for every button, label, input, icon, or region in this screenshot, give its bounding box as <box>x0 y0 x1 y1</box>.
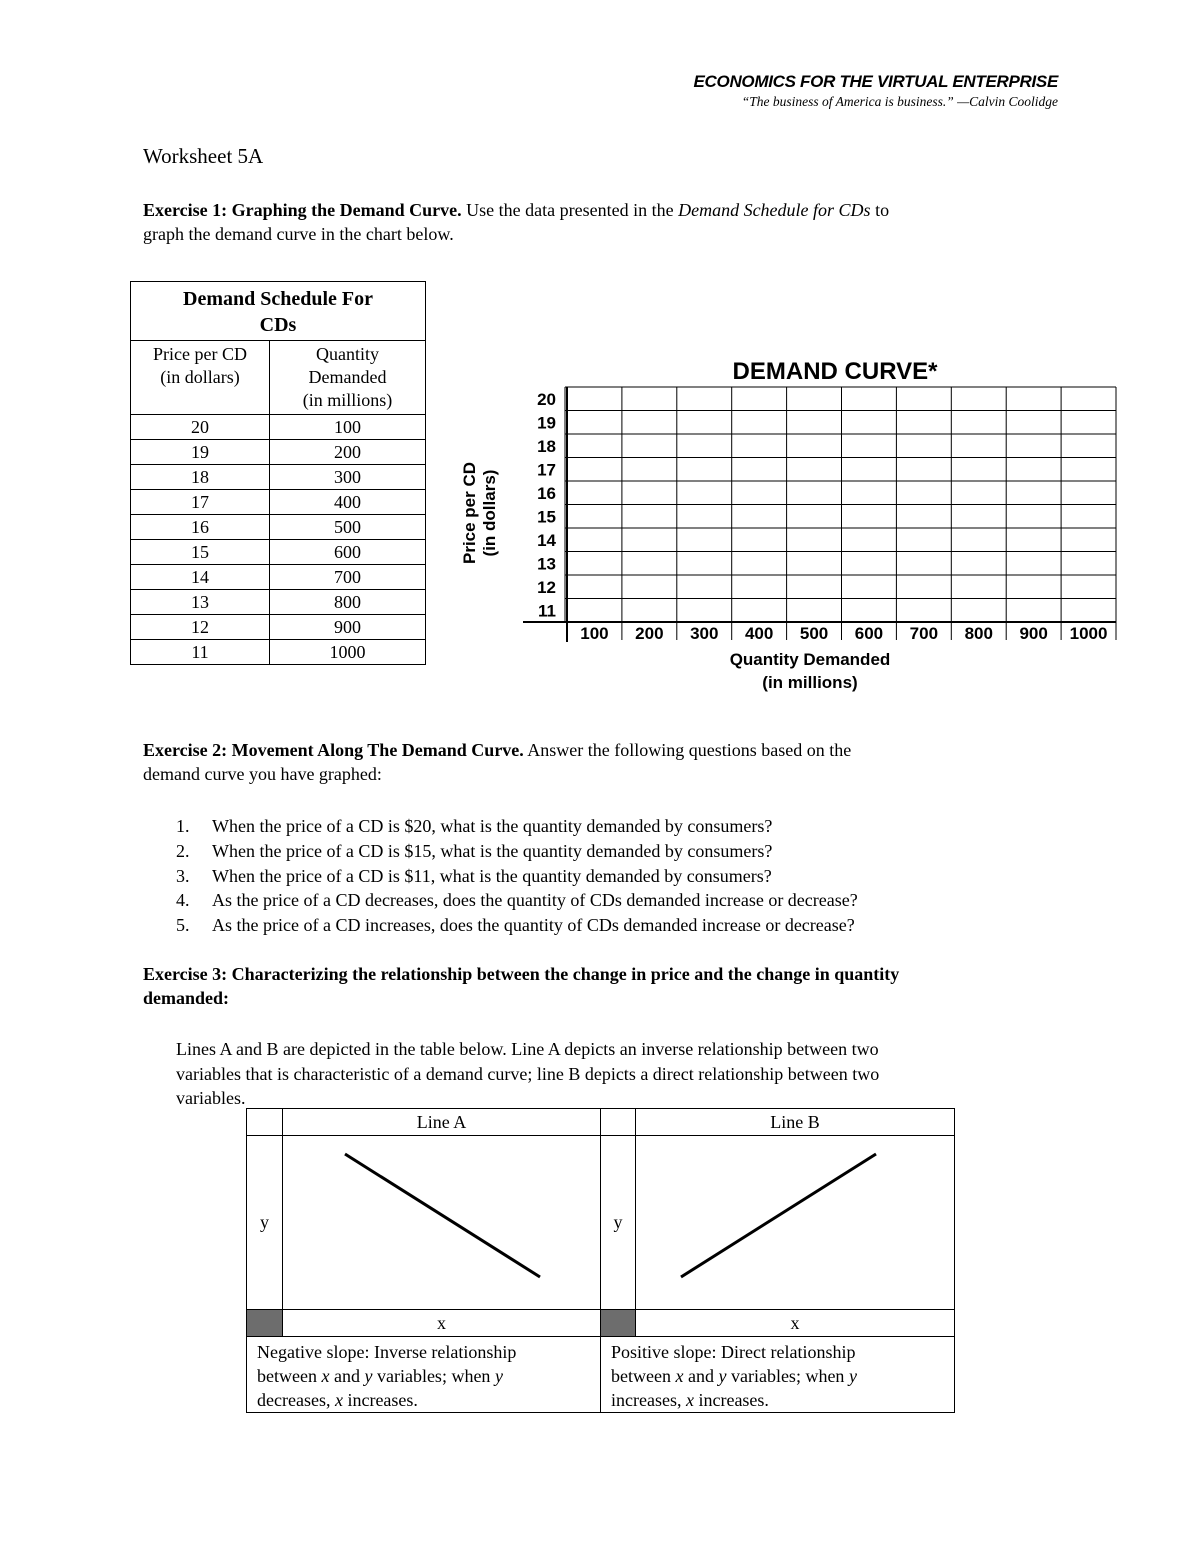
exercise3-heading-line2: demanded: <box>143 988 230 1008</box>
schedule-header-price-line1: Price per CD <box>153 344 247 364</box>
worksheet-title: Worksheet 5A <box>143 144 264 168</box>
line-b-desc-between: between <box>611 1366 676 1386</box>
schedule-cell-qty: 200 <box>270 440 426 465</box>
schedule-row <box>131 540 426 565</box>
schedule-cell-price: 12 <box>131 615 270 640</box>
chart-grid <box>523 387 1116 642</box>
line-a-desc-increases: increases. <box>342 1390 418 1410</box>
line-b-desc-y2: y <box>848 1366 857 1386</box>
schedule-cell-qty: 400 <box>270 490 426 515</box>
line-a-desc-y: y <box>364 1366 373 1386</box>
question-item <box>170 839 858 864</box>
line-b-desc-increases2: increases. <box>693 1390 769 1410</box>
exercise1-line2: graph the demand curve in the chart below. <box>143 224 454 244</box>
exercise2-question-list <box>170 814 858 938</box>
line-a-graph <box>283 1136 601 1310</box>
schedule-cell-price: 13 <box>131 590 270 615</box>
chart-x-tick-label: 600 <box>854 624 884 643</box>
schedule-cell-qty: 800 <box>270 590 426 615</box>
line-a-desc-x2: x <box>334 1390 343 1410</box>
line-b-desc-x: x <box>675 1366 684 1386</box>
chart-x-tick-label: 700 <box>909 624 939 643</box>
line-a-header: Line A <box>283 1109 601 1136</box>
line-b-x-label: x <box>636 1310 955 1337</box>
line-b-desc-line1: Positive slope: Direct relationship <box>611 1342 856 1362</box>
chart-y-tick-label: 17 <box>537 460 556 480</box>
demand-schedule-table <box>130 281 426 665</box>
exercise1-heading: Exercise 1: Graphing the Demand Curve. <box>143 200 462 220</box>
chart-x-tick-label: 500 <box>799 624 829 643</box>
schedule-row <box>131 440 426 465</box>
schedule-cell-qty: 600 <box>270 540 426 565</box>
schedule-header-qty-line3: (in millions) <box>302 390 393 410</box>
line-b-desc-increases1: increases, <box>611 1390 686 1410</box>
exercise3-para-line2: variables that is characteristic of a demand curve; line B depicts a direct relationship between two <box>176 1063 880 1084</box>
line-a-x-label: x <box>283 1310 601 1337</box>
schedule-header-price <box>131 341 270 415</box>
line-a-desc-y2: y <box>494 1366 503 1386</box>
line-b-desc-x2: x <box>685 1390 694 1410</box>
exercise3-para-line1: Lines A and B are depicted in the table below. Line A depicts an inverse relationship between two <box>176 1039 879 1059</box>
chart-y-tick-label: 16 <box>537 484 556 503</box>
line-b-desc-and: and <box>683 1366 719 1386</box>
schedule-row <box>131 465 426 490</box>
schedule-cell-qty: 900 <box>270 615 426 640</box>
question-number: 5. <box>176 915 190 936</box>
line-b-desc-y: y <box>718 1366 727 1386</box>
line-a-y-label: y <box>247 1136 283 1310</box>
question-text: When the price of a CD is $15, what is the quantity demanded by consumers? <box>212 840 773 861</box>
exercise3-para-line3: variables. <box>176 1088 246 1108</box>
lines-corner-a <box>247 1109 283 1136</box>
line-a-desc-between: between <box>257 1366 322 1386</box>
exercise2-text: Answer the following questions based on the <box>523 740 852 760</box>
chart-ylabel-line1: Price per CD <box>460 461 479 565</box>
line-b-corner-shade <box>601 1310 636 1337</box>
chart-x-tick-label: 300 <box>690 624 719 643</box>
line-b-stroke <box>681 1154 876 1277</box>
chart-y-tick-label: 11 <box>538 601 556 621</box>
chart-x-tick-label: 200 <box>635 624 664 643</box>
schedule-header-qty-line2: Demanded <box>308 367 387 387</box>
question-number: 2. <box>176 840 190 861</box>
line-a-desc-variables: variables; when <box>372 1366 495 1386</box>
demand-curve-chart <box>440 380 1140 700</box>
exercise2-line2: demand curve you have graphed: <box>143 764 382 784</box>
schedule-cell-price: 19 <box>131 440 270 465</box>
schedule-cell-price: 14 <box>131 565 270 590</box>
exercise3-paragraph <box>176 1037 879 1111</box>
line-b-desc-variables: variables; when <box>726 1366 849 1386</box>
line-a-stroke <box>345 1154 540 1277</box>
header-quote: “The business of America is business.” —Calvin Coolidge <box>741 94 1058 109</box>
chart-x-tick-label: 400 <box>744 624 774 643</box>
exercise3-heading-line1: Exercise 3: Characterizing the relationship between the change in price and the change in quantity <box>143 964 900 984</box>
chart-y-ticks <box>537 390 556 621</box>
schedule-cell-price: 20 <box>131 415 270 440</box>
question-item <box>170 814 858 839</box>
chart-xlabel-line1: Quantity Demanded <box>729 650 891 669</box>
schedule-cell-qty: 500 <box>270 515 426 540</box>
schedule-cell-price: 11 <box>131 640 270 665</box>
line-b-description <box>601 1337 955 1413</box>
line-a-desc-x: x <box>321 1366 330 1386</box>
chart-x-tick-label: 900 <box>1019 624 1048 643</box>
chart-y-tick-label: 20 <box>537 390 556 409</box>
schedule-header-qty-line1: Quantity <box>316 344 379 364</box>
question-text: As the price of a CD decreases, does the quantity of CDs demanded increase or decrease? <box>212 890 858 911</box>
schedule-cell-qty: 700 <box>270 565 426 590</box>
chart-y-tick-label: 14 <box>537 531 556 550</box>
line-a-svg <box>283 1136 600 1304</box>
chart-x-tick-label: 1000 <box>1069 624 1108 643</box>
question-text: When the price of a CD is $11, what is the quantity demanded by consumers? <box>212 865 772 886</box>
line-a-description <box>247 1337 601 1413</box>
schedule-row <box>131 615 426 640</box>
schedule-caption-line2: CDs <box>259 314 297 336</box>
question-number: 4. <box>176 890 190 911</box>
chart-x-tick-label: 100 <box>580 624 609 643</box>
line-b-svg <box>636 1136 953 1304</box>
schedule-row <box>131 515 426 540</box>
schedule-cell-price: 16 <box>131 515 270 540</box>
schedule-cell-price: 15 <box>131 540 270 565</box>
line-a-corner-shade <box>247 1310 283 1337</box>
schedule-cell-qty: 300 <box>270 465 426 490</box>
line-b-header: Line B <box>636 1109 955 1136</box>
header-title: ECONOMICS FOR THE VIRTUAL ENTERPRISE <box>693 72 1058 91</box>
question-item <box>170 864 858 889</box>
lines-corner-b <box>601 1109 636 1136</box>
schedule-row <box>131 565 426 590</box>
schedule-row <box>131 490 426 515</box>
exercise3-heading <box>143 962 899 1010</box>
question-item <box>170 888 858 913</box>
chart-xlabel-line2: (in millions) <box>762 673 858 692</box>
exercise1-text-a: Use the data presented in the <box>461 200 679 220</box>
schedule-caption <box>131 282 426 341</box>
line-a-desc-and: and <box>329 1366 365 1386</box>
question-number: 3. <box>176 865 190 886</box>
exercise2-intro <box>143 738 851 786</box>
schedule-row <box>131 590 426 615</box>
schedule-header-price-line2: (in dollars) <box>160 367 240 387</box>
chart-y-tick-label: 12 <box>537 578 556 597</box>
question-text: When the price of a CD is $20, what is the quantity demanded by consumers? <box>212 816 773 836</box>
line-b-graph <box>636 1136 955 1310</box>
chart-x-ticks <box>580 624 1107 643</box>
exercise1-intro <box>143 198 889 246</box>
schedule-row <box>131 415 426 440</box>
exercise1-text-b: to <box>870 200 890 220</box>
schedule-caption-line1: Demand Schedule For <box>183 288 373 310</box>
exercise2-heading: Exercise 2: Movement Along The Demand Curve. <box>143 740 524 760</box>
chart-y-tick-label: 15 <box>537 507 556 527</box>
chart-y-tick-label: 13 <box>537 554 556 574</box>
schedule-row <box>131 640 426 665</box>
line-b-y-label: y <box>601 1136 636 1310</box>
schedule-cell-qty: 1000 <box>270 640 426 665</box>
chart-y-tick-label: 18 <box>537 437 556 456</box>
question-number: 1. <box>176 816 190 836</box>
question-item <box>170 913 858 938</box>
schedule-cell-qty: 100 <box>270 415 426 440</box>
schedule-cell-price: 18 <box>131 465 270 490</box>
exercise1-text-em: Demand Schedule for CDs <box>678 200 871 220</box>
chart-y-tick-label: 19 <box>537 413 556 433</box>
slope-lines-table <box>246 1108 955 1413</box>
line-a-desc-decreases: decreases, <box>257 1390 335 1410</box>
chart-x-tick-label: 800 <box>964 624 993 643</box>
schedule-cell-price: 17 <box>131 490 270 515</box>
question-text: As the price of a CD increases, does the quantity of CDs demanded increase or decrease? <box>212 915 855 936</box>
schedule-header-qty <box>270 341 426 415</box>
chart-title: DEMAND CURVE* <box>732 358 938 385</box>
chart-ylabel-line2: (in dollars) <box>480 469 499 557</box>
line-a-desc-line1: Negative slope: Inverse relationship <box>257 1342 517 1362</box>
